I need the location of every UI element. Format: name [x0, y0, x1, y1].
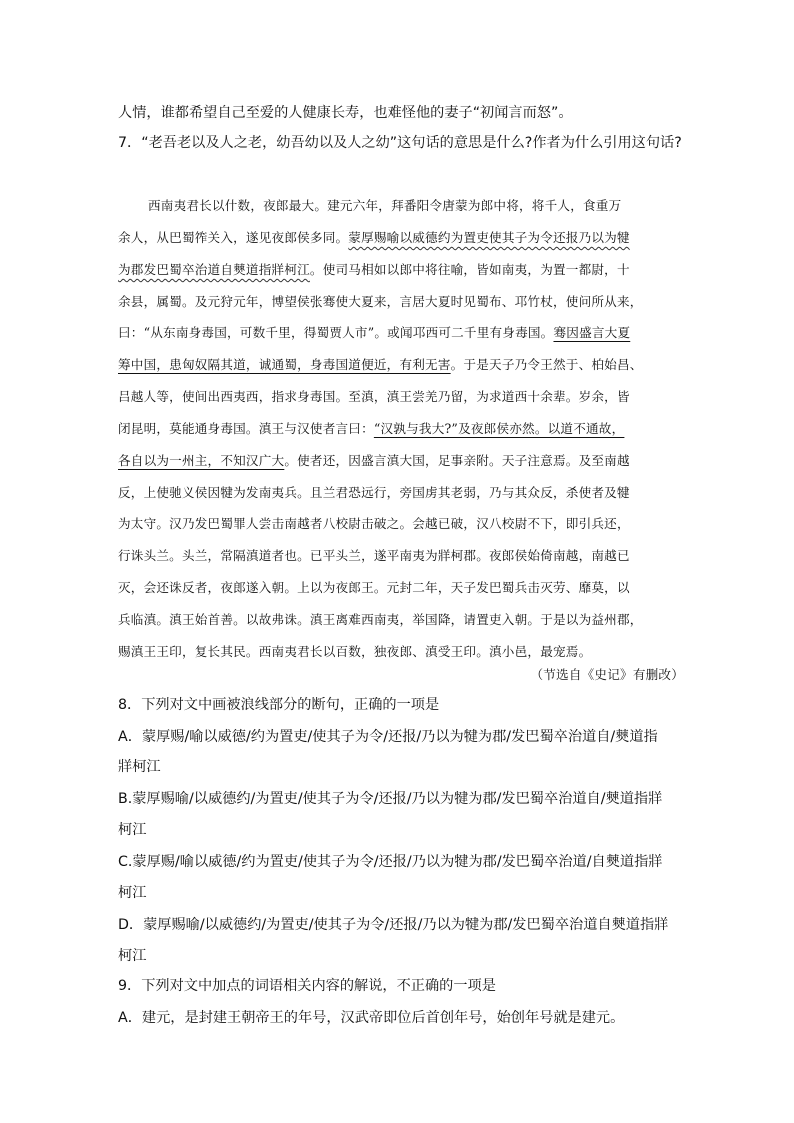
passage-line: 赐滇王王印，复长其民。西南夷君长以百数，独夜郎、滇受王印。滇小邑，最宠焉。 — [118, 644, 592, 659]
passage-line: 反，上使驰义侯因犍为发南夷兵。且兰君恐远行，旁国虏其老弱，乃与其众反，杀使者及犍 — [118, 485, 630, 500]
wavy-underlined-text: 为郡发巴蜀卒治道自僰道指牂柯江 — [118, 262, 310, 277]
passage-line: 吕越人等，使间出西夷西，指求身毒国。至滇，滇王尝羌乃留，为求道西十余辈。岁余，皆 — [118, 389, 630, 404]
underlined-text: 各自以为一州主，不知汉广大 — [118, 453, 285, 468]
passage-line: 筹中国，患匈奴隔其道，诚通蜀，身毒国道便近，有利无害。于是天子乃令王然于、柏始昌、 — [118, 357, 643, 372]
option-a-cont: 牂柯江 — [118, 759, 161, 775]
question-stem: 9．下列对文中加点的词语相关内容的解说，不正确的一项是 — [118, 978, 496, 994]
option-b-cont: 柯江 — [118, 822, 147, 838]
passage-line: 行诛头兰。头兰，常隔滇道者也。已平头兰，遂平南夷为牂柯郡。夜郎侯始倚南越，南越已 — [118, 548, 630, 563]
question-7: 7．“老吾老以及人之老，幼吾幼以及人之幼”这句话的意思是什么?作者为什么引用这句话? — [118, 135, 682, 151]
underlined-text: 骞因盛言大夏 — [553, 325, 631, 340]
option-d-cont: 柯江 — [118, 948, 147, 964]
underlined-text: “汉孰与我大?”及夜郎侯亦然。以道不通故， — [373, 421, 625, 436]
option-c: C.蒙厚赐/喻以威德/约为置吏/使其子为令/还报/乃以为犍为郡/发巴蜀卒治道/自僰道指牂 — [118, 854, 663, 870]
wavy-underlined-text: 蒙厚赐喻以威德约为置吏使其子为令还报乃以为犍 — [348, 230, 630, 245]
option-c-cont: 柯江 — [118, 885, 147, 901]
passage-line: 兵临滇。滇王始首善。以故弗诛。滇王离难西南夷，举国降，请置吏入朝。于是以为益州郡， — [118, 612, 643, 627]
option-a: A．建元，是封建王朝帝王的年号，汉武帝即位后首创年号，始创年号就是建元。 — [118, 1010, 625, 1026]
option-d: D．蒙厚赐喻/以威德约/为置吏/使其子为令/还报/乃以为犍为郡/发巴蜀卒治道自僰道指牂 — [118, 917, 669, 933]
passage-line: 曰：“从东南身毒国，可数千里，得蜀贾人市”。或闻邛西可二千里有身毒国。骞因盛言大夏 — [118, 325, 631, 340]
passage-line: 各自以为一州主，不知汉广大。使者还，因盛言滇大国，足事亲附。天子注意焉。及至南越 — [118, 453, 630, 468]
passage-line: 为郡发巴蜀卒治道自僰道指牂柯江。使司马相如以郎中将往喻，皆如南夷，为置一都尉，十 — [118, 262, 630, 277]
passage-line: 余县，属蜀。及元狩元年，博望侯张骞使大夏来，言居大夏时见蜀布、邛竹杖，使问所从来， — [118, 294, 643, 309]
option-a: A．蒙厚赐/喻以威德/约为置吏/使其子为令/还报/乃以为犍为郡/发巴蜀卒治道自/僰道指 — [118, 729, 658, 745]
passage-line: 余人，从巴蜀筰关入，遂见夜郎侯多同。蒙厚赐喻以威德约为置吏使其子为令还报乃以为犍 — [118, 230, 630, 245]
passage-line: 闭昆明，莫能通身毒国。滇王与汉使者言曰：“汉孰与我大?”及夜郎侯亦然。以道不通故， — [118, 421, 625, 436]
passage-line: 西南夷君长以什数，夜郎最大。建元六年，拜番阳令唐蒙为郎中将，将千人，食重万 — [148, 198, 622, 213]
passage-line: 为太守。汉乃发巴蜀罪人尝击南越者八校尉击破之。会越已破，汉八校尉不下，即引兵还， — [118, 516, 630, 531]
passage-line: 灭，会还诛反者，夜郎遂入朝。上以为夜郎王。元封二年，天子发巴蜀兵击灭劳、靡莫，以 — [118, 580, 630, 595]
question-stem: 8．下列对文中画被浪线部分的断句，正确的一项是 — [118, 697, 440, 713]
option-b: B.蒙厚赐喻/以威德约/为置吏/使其子为令/还报/乃以为犍为郡/发巴蜀卒治道自/僰道指牂 — [118, 791, 663, 807]
underlined-text: 筹中国，患匈奴隔其道，诚通蜀，身毒国道便近，有利无害 — [118, 357, 451, 372]
text-line: 人情，谁都希望自己至爱的人健康长寿，也难怪他的妻子“初闻言而怒”。 — [118, 105, 573, 121]
source-note: （节选自《史记》有删改） — [530, 667, 684, 682]
